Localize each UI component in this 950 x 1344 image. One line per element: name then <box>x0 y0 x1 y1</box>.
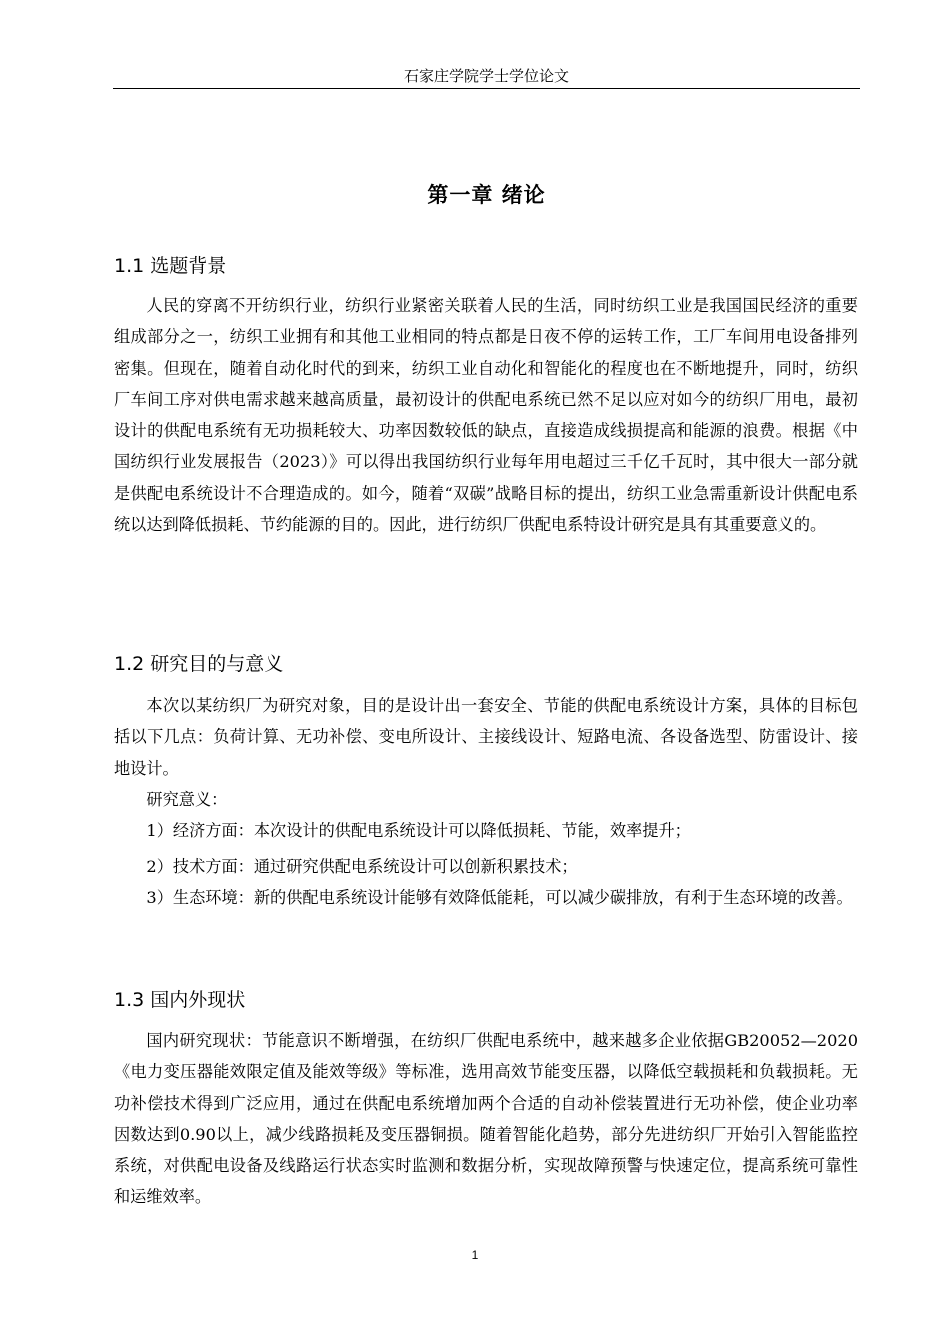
list-item-technical: 2）技术方面：通过研究供配电系统设计可以创新积累技术； <box>146 857 578 876</box>
list-item-economic: 1）经济方面：本次设计的供配电系统设计可以降低损耗、节能，效率提升； <box>146 821 691 840</box>
chapter-title: 第一章 绪论 <box>427 183 546 207</box>
section-heading-1-2: 1.2 研究目的与意义 <box>114 653 284 675</box>
page-number: 1 <box>471 1248 479 1262</box>
section-heading-1-3: 1.3 国内外现状 <box>114 989 246 1011</box>
list-item-ecological: 3）生态环境：新的供配电系统设计能够有效降低能耗，可以减少碳排放，有利于生态环境的改善。 <box>146 888 853 907</box>
paragraph-significance-label: 研究意义： <box>146 790 228 809</box>
paragraph-purpose: 本次以某纺织厂为研究对象，目的是设计出一套安全、节能的供配电系统设计方案，具体的目标包括以下几点：负荷计算、无功补偿、变电所设计、主接线设计、短路电流、各设备选型、防雷设计、接地设计。 <box>114 696 858 778</box>
section-heading-1-1: 1.1 选题背景 <box>114 255 227 277</box>
paragraph-domestic-status: 国内研究现状：节能意识不断增强，在纺织厂供配电系统中，越来越多企业依据GB20052—2020《电力变压器能效限定值及能效等级》等标准，选用高效节能变压器，以降低空载损耗和负载损耗。无功补偿技术得到广泛应用，通过在供配电系统增加两个合适的自动补偿装置进行无功补偿，使企业功率因数达到0.90以上，减少线路损耗及变压器铜损。随着智能化趋势，部分先进纺织厂开始引入智能监控系统，对供配电设备及线路运行状态实时监测和数据分析，实现故障预警与快速定位，提高系统可靠性和运维效率。 <box>114 1031 858 1207</box>
running-header: 石家庄学院学士学位论文 <box>403 67 569 85</box>
paragraph-background: 人民的穿离不开纺织行业，纺织行业紧密关联着人民的生活，同时纺织工业是我国国民经济的重要组成部分之一，纺织工业拥有和其他工业相同的特点都是日夜不停的运转工作，工厂车间用电设备排列密集。但现在，随着自动化时代的到来，纺织工业自动化和智能化的程度也在不断地提升，同时，纺织厂车间工序对供电需求越来越高质量，最初设计的供配电系统已然不足以应对如今的纺织厂用电，最初设计的供配电系统有无功损耗较大、功率因数较低的缺点，直接造成线损提高和能源的浪费。根据《中国纺织行业发展报告（2023）》可以得出我国纺织行业每年用电超过三千亿千瓦时，其中很大一部分就是供配电系统设计不合理造成的。如今，随着“双碳”战略目标的提出，纺织工业急需重新设计供配电系统以达到降低损耗、节约能源的目的。因此，进行纺织厂供配电系特设计研究是具有其重要意义的。 <box>114 296 858 535</box>
header-rule <box>113 88 860 89</box>
